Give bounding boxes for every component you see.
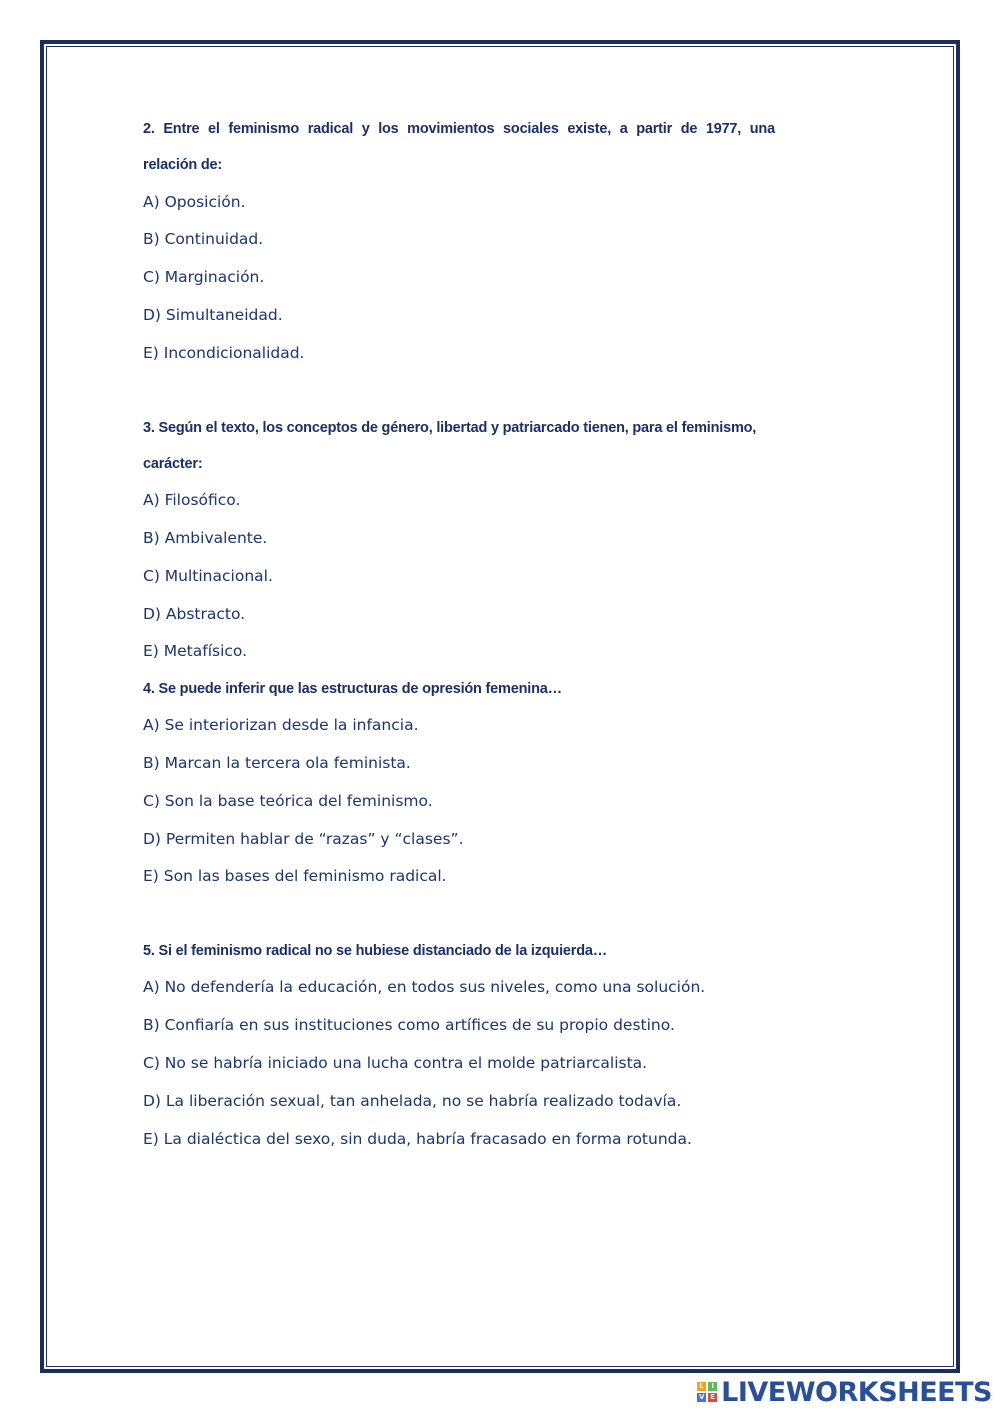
question-4-line-1: 4. Se puede inferir que las estructuras de opresión femenina…	[143, 681, 562, 697]
logo-grid-cell: V	[698, 1393, 705, 1401]
q2-word: sociales	[503, 121, 559, 137]
q2-word: 1977,	[705, 121, 742, 137]
q2-word: a	[619, 121, 628, 137]
question-4-option-c[interactable]: C) Son la base teórica del feminismo.	[143, 792, 433, 810]
q2-word: los	[378, 121, 399, 137]
q2-word: existe,	[567, 121, 612, 137]
question-4-option-a[interactable]: A) Se interiorizan desde la infancia.	[143, 716, 419, 734]
question-2-option-d[interactable]: D) Simultaneidad.	[143, 306, 283, 324]
question-2-option-a[interactable]: A) Oposición.	[143, 193, 246, 211]
question-2-line-2: relación de:	[143, 157, 222, 173]
question-3-option-b[interactable]: B) Ambivalente.	[143, 529, 268, 547]
question-5-line-1: 5. Si el feminismo radical no se hubiese distanciado de la izquierda…	[143, 943, 608, 959]
q2-word: y	[361, 121, 370, 137]
q2-word: radical	[307, 121, 354, 137]
question-2-option-b[interactable]: B) Continuidad.	[143, 230, 264, 248]
question-5-option-a[interactable]: A) No defendería la educación, en todos sus niveles, como una solución.	[143, 978, 706, 996]
question-3-option-e[interactable]: E) Metafísico.	[143, 642, 248, 660]
question-2-line-1	[143, 111, 775, 147]
question-3-option-c[interactable]: C) Multinacional.	[143, 567, 273, 585]
q2-word: feminismo	[228, 121, 300, 137]
question-2-option-e[interactable]: E) Incondicionalidad.	[143, 344, 305, 362]
q2-word: 2.	[143, 121, 155, 137]
question-3-option-a[interactable]: A) Filosófico.	[143, 491, 241, 509]
question-5-option-c[interactable]: C) No se habría iniciado una lucha contra el molde patriarcalista.	[143, 1054, 648, 1072]
question-5-option-d[interactable]: D) La liberación sexual, tan anhelada, no se habría realizado todavía.	[143, 1092, 682, 1110]
logo-grid-icon	[697, 1382, 717, 1402]
q2-word: Entre	[163, 121, 200, 137]
question-5-option-b[interactable]: B) Confiaría en sus instituciones como artífices de su propio destino.	[143, 1016, 675, 1034]
logo-text: LIVEWORKSHEETS	[721, 1376, 992, 1408]
question-3-line-2: carácter:	[143, 456, 203, 472]
question-2-option-c[interactable]: C) Marginación.	[143, 268, 265, 286]
question-3-line-1: 3. Según el texto, los conceptos de género, libertad y patriarcado tienen, para el feminismo,	[143, 420, 757, 436]
question-3-option-d[interactable]: D) Abstracto.	[143, 605, 246, 623]
question-4-option-e[interactable]: E) Son las bases del feminismo radical.	[143, 867, 447, 885]
question-4-option-b[interactable]: B) Marcan la tercera ola feminista.	[143, 754, 411, 772]
q2-word: una	[749, 121, 775, 137]
logo-grid-cell: L	[697, 1382, 706, 1391]
question-5-option-e[interactable]: E) La dialéctica del sexo, sin duda, habría fracasado en forma rotunda.	[143, 1130, 692, 1148]
logo-grid-cell: E	[708, 1393, 717, 1402]
q2-word: el	[208, 121, 220, 137]
liveworksheets-logo	[697, 1377, 992, 1407]
q2-word: movimientos	[407, 121, 495, 137]
question-4-option-d[interactable]: D) Permiten hablar de “razas” y “clases”.	[143, 830, 464, 848]
q2-word: de	[680, 121, 698, 137]
logo-grid-cell: I	[708, 1382, 717, 1391]
q2-word: partir	[636, 121, 673, 137]
